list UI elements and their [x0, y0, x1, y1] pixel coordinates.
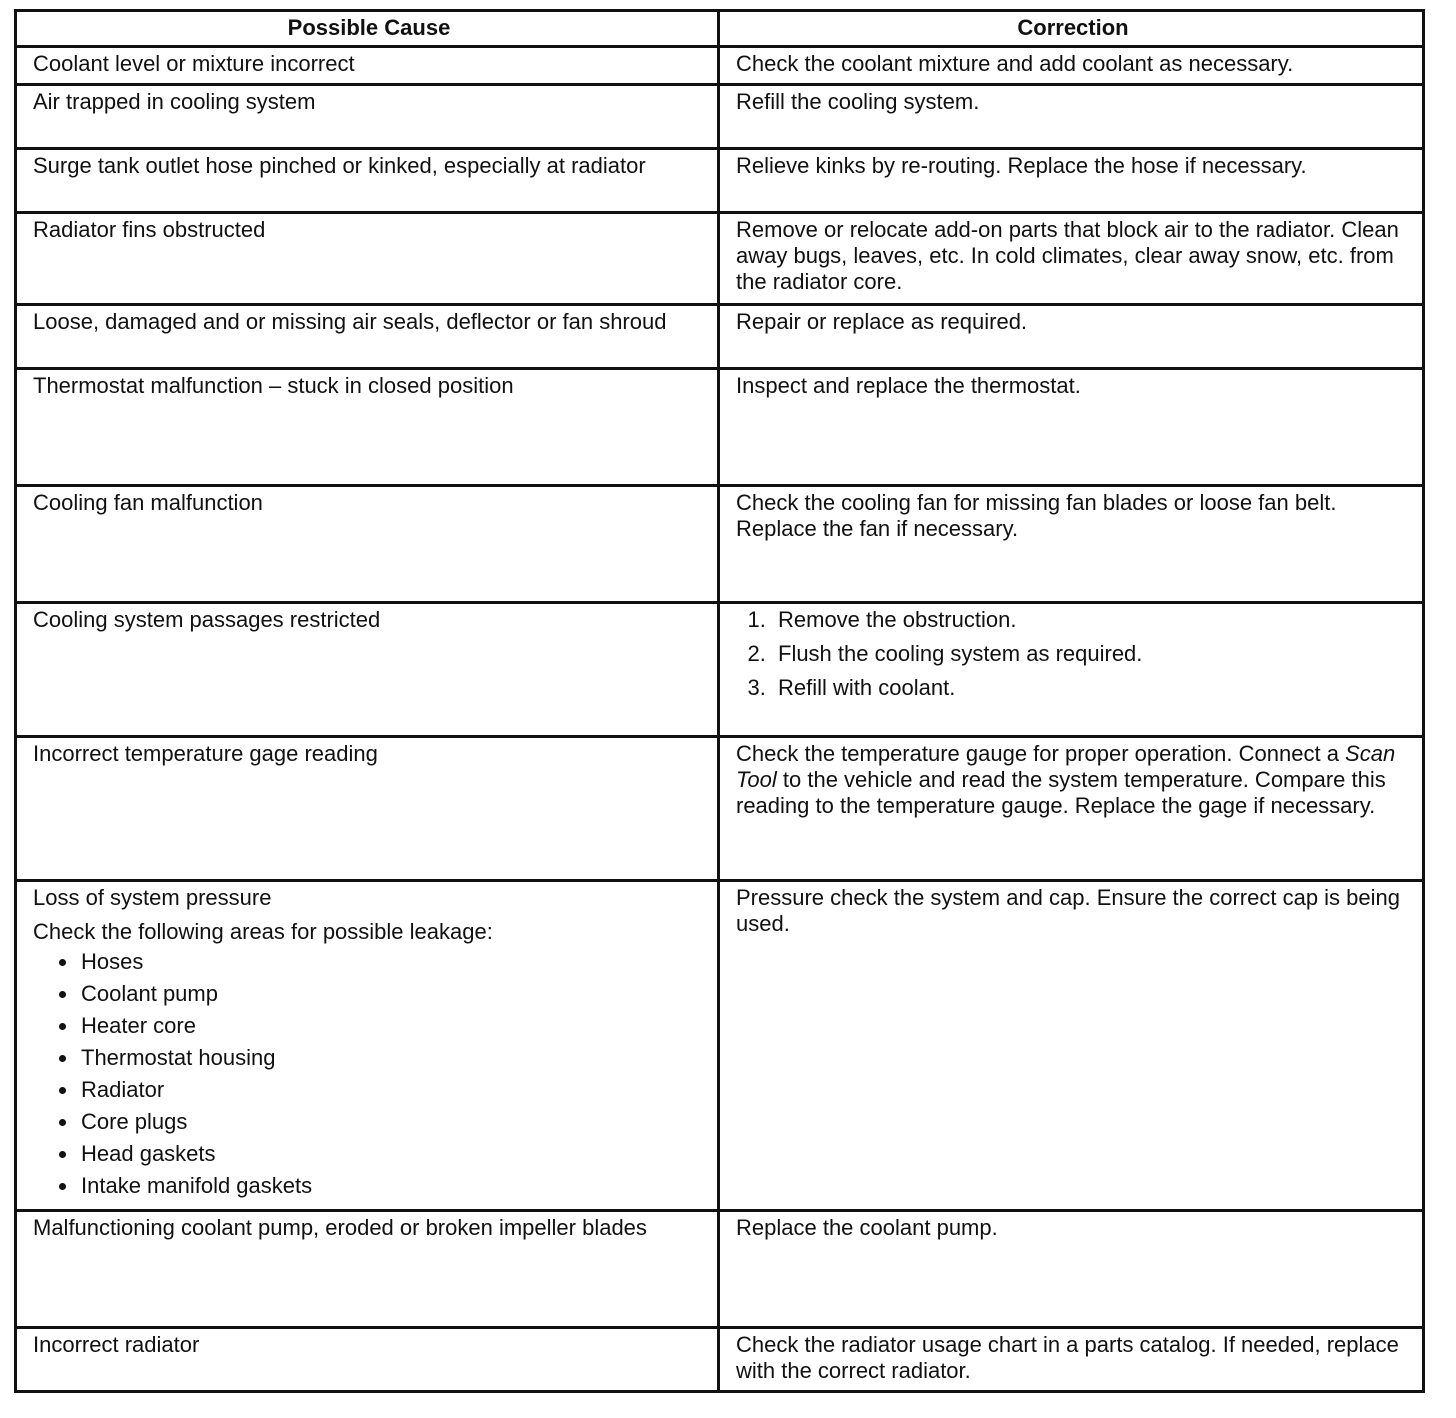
cause-cell: Air trapped in cooling system	[16, 85, 719, 149]
header-possible-cause: Possible Cause	[16, 11, 719, 47]
cause-cell: Coolant level or mixture incorrect	[16, 47, 719, 85]
correction-cell	[719, 737, 1424, 881]
cause-cell	[16, 881, 719, 1211]
cause-cell: Cooling fan malfunction	[16, 486, 719, 603]
list-item: • Heater core	[79, 1013, 705, 1039]
table-row	[16, 305, 1424, 369]
leak-areas-list	[33, 949, 705, 1199]
table-row	[16, 1211, 1424, 1328]
correction-text-end: to the vehicle and read the system temperature. Compare this reading to the temperature gauge. Replace the gage if necessary.	[736, 767, 1386, 818]
table-row	[16, 881, 1424, 1211]
correction-cell: Check the radiator usage chart in a parts catalog. If needed, replace with the correct radiator.	[719, 1328, 1424, 1392]
list-item: 2. Flush the cooling system as required.	[772, 641, 1410, 667]
table-row	[16, 737, 1424, 881]
list-item: • Coolant pump	[79, 981, 705, 1007]
list-item: • Head gaskets	[79, 1141, 705, 1167]
table-row	[16, 85, 1424, 149]
correction-cell: Check the coolant mixture and add coolant as necessary.	[719, 47, 1424, 85]
troubleshooting-table	[14, 9, 1425, 1393]
table-row	[16, 47, 1424, 85]
table-header-row	[16, 11, 1424, 47]
correction-cell: Relieve kinks by re-routing. Replace the hose if necessary.	[719, 149, 1424, 213]
correction-cell: Refill the cooling system.	[719, 85, 1424, 149]
cause-cell: Malfunctioning coolant pump, eroded or broken impeller blades	[16, 1211, 719, 1328]
table-row	[16, 603, 1424, 737]
correction-cell: Pressure check the system and cap. Ensure the correct cap is being used.	[719, 881, 1424, 1211]
correction-cell: Repair or replace as required.	[719, 305, 1424, 369]
correction-cell: Replace the coolant pump.	[719, 1211, 1424, 1328]
list-item: • Intake manifold gaskets	[79, 1173, 705, 1199]
cause-cell: Cooling system passages restricted	[16, 603, 719, 737]
list-item: • Hoses	[79, 949, 705, 975]
list-item: • Thermostat housing	[79, 1045, 705, 1071]
correction-text-start: Check the temperature gauge for proper operation. Connect a	[736, 741, 1346, 766]
header-correction: Correction	[719, 11, 1424, 47]
table-row	[16, 213, 1424, 305]
list-item: • Core plugs	[79, 1109, 705, 1135]
cause-cell: Thermostat malfunction – stuck in closed position	[16, 369, 719, 486]
cause-cell: Radiator fins obstructed	[16, 213, 719, 305]
table-row	[16, 149, 1424, 213]
cause-cell: Surge tank outlet hose pinched or kinked, especially at radiator	[16, 149, 719, 213]
cause-cell: Incorrect radiator	[16, 1328, 719, 1392]
correction-cell	[719, 603, 1424, 737]
scan-tool-term: Scan Tool	[736, 741, 1396, 792]
correction-cell: Inspect and replace the thermostat.	[719, 369, 1424, 486]
correction-cell: Remove or relocate add-on parts that block air to the radiator. Clean away bugs, leaves, etc. In cold climates, clear away snow, etc. from the radiator core.	[719, 213, 1424, 305]
table-row	[16, 369, 1424, 486]
list-item: 3. Refill with coolant.	[772, 675, 1410, 701]
correction-cell: Check the cooling fan for missing fan blades or loose fan belt. Replace the fan if necessary.	[719, 486, 1424, 603]
cause-cell: Loose, damaged and or missing air seals, deflector or fan shroud	[16, 305, 719, 369]
table-row	[16, 486, 1424, 603]
cause-title: Loss of system pressure	[33, 885, 272, 910]
correction-steps-list	[736, 607, 1410, 701]
list-item: 1. Remove the obstruction.	[772, 607, 1410, 633]
cause-cell: Incorrect temperature gage reading	[16, 737, 719, 881]
list-item: • Radiator	[79, 1077, 705, 1103]
cause-note: Check the following areas for possible leakage:	[33, 919, 493, 944]
table-row	[16, 1328, 1424, 1392]
